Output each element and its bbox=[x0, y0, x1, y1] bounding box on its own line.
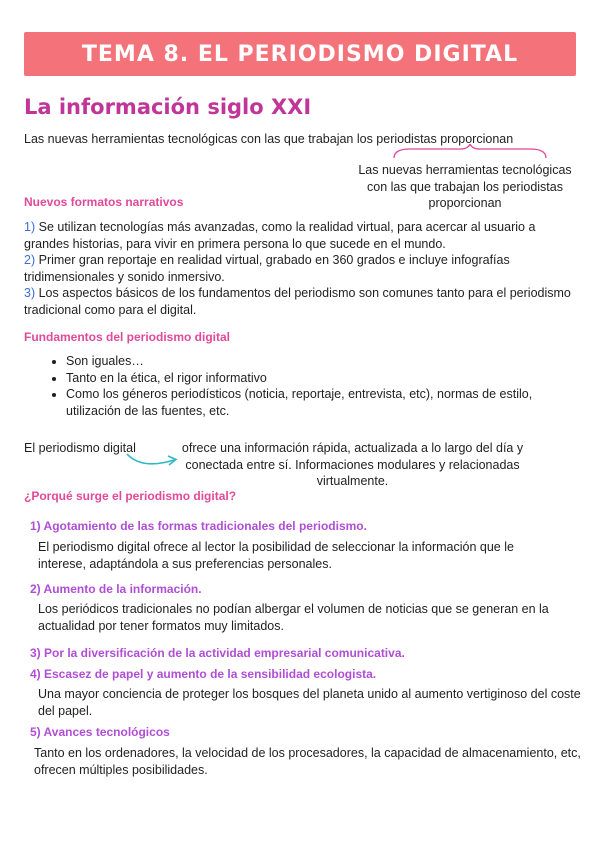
item-number: 3) bbox=[24, 286, 36, 300]
reason-line: actualidad por tener formatos muy limitados. bbox=[38, 618, 284, 633]
item-text: Como los géneros periodísticos (noticia, reportaje, entrevista, etc), normas de estilo, bbox=[66, 387, 533, 401]
reason-text bbox=[38, 601, 583, 634]
bracket-note-line: Las nuevas herramientas tecnológicas bbox=[358, 163, 572, 177]
section-heading: La información siglo XXI bbox=[24, 95, 312, 119]
item-text: Se utilizan tecnologías más avanzadas, como la realidad virtual, para acercar al usuario a bbox=[38, 220, 536, 234]
porque-heading: ¿Porqué surge el periodismo digital? bbox=[24, 489, 237, 503]
bracket-note bbox=[345, 162, 585, 212]
reason-title: 1) Agotamiento de las formas tradicionales del periodismo. bbox=[30, 519, 367, 533]
title-banner bbox=[24, 32, 576, 76]
list-item bbox=[24, 252, 584, 269]
item-text: Tanto en la ética, el rigor informativo bbox=[66, 370, 267, 385]
list-item bbox=[66, 353, 578, 370]
digital-line: virtualmente. bbox=[316, 474, 389, 488]
brace-mark bbox=[390, 144, 550, 160]
reason-title: 3) Por la diversificación de la actividad empresarial comunicativa. bbox=[30, 646, 405, 660]
digital-line: ofrece una información rápida, actualizada a lo largo del día y bbox=[181, 441, 524, 455]
digital-description bbox=[170, 440, 535, 490]
item-text: tridimensionales y sonido inmersivo. bbox=[24, 269, 225, 284]
bracket-note-line: proporcionan bbox=[428, 196, 502, 210]
list-item bbox=[24, 285, 584, 302]
fundamentos-list bbox=[48, 353, 578, 419]
item-text: tradicional como para el digital. bbox=[24, 302, 197, 317]
reason-line: Una mayor conciencia de proteger los bosques del planeta unido al aumento vertiginoso del coste bbox=[38, 687, 581, 701]
reason-line: del papel. bbox=[38, 703, 93, 718]
reason-text bbox=[34, 745, 589, 778]
list-item bbox=[66, 386, 578, 419]
item-number: 1) bbox=[24, 220, 36, 234]
reason-text bbox=[38, 539, 583, 572]
reason-line: Los periódicos tradicionales no podían albergar el volumen de noticias que se generan en la bbox=[38, 602, 549, 616]
item-text: Son iguales… bbox=[66, 354, 144, 368]
bracket-note-line: con las que trabajan los periodistas bbox=[367, 179, 563, 194]
reason-title: 5) Avances tecnológicos bbox=[30, 725, 170, 739]
reason-line: ofrecen múltiples posibilidades. bbox=[34, 762, 208, 777]
reason-title: 4) Escasez de papel y aumento de la sensibilidad ecologista. bbox=[30, 667, 377, 681]
reason-text bbox=[38, 686, 588, 719]
list-item bbox=[66, 370, 578, 387]
item-text: Primer gran reportaje en realidad virtual, grabado en 360 grados e incluye infografías bbox=[38, 253, 510, 267]
reason-title: 2) Aumento de la información. bbox=[30, 582, 202, 596]
item-number: 2) bbox=[24, 253, 36, 267]
fundamentos-heading: Fundamentos del periodismo digital bbox=[24, 330, 231, 344]
intro-text: Las nuevas herramientas tecnológicas con las que trabajan los periodistas proporcionan bbox=[24, 132, 514, 146]
reason-line: El periodismo digital ofrece al lector la posibilidad de seleccionar la información que le bbox=[38, 540, 514, 554]
item-text: grandes historias, para vivir en primera persona lo que sucede en el mundo. bbox=[24, 236, 446, 251]
digital-line: conectada entre sí. Informaciones modulares y relacionadas bbox=[185, 457, 520, 472]
nuevos-list bbox=[24, 219, 584, 318]
list-item bbox=[24, 219, 584, 236]
reason-line: Tanto en los ordenadores, la velocidad de los procesadores, la capacidad de almacenamiento, etc, bbox=[34, 746, 581, 760]
digital-label: El periodismo digital bbox=[24, 441, 136, 455]
nuevos-heading: Nuevos formatos narrativos bbox=[24, 195, 184, 209]
page-title: TEMA 8. EL PERIODISMO DIGITAL bbox=[81, 41, 519, 67]
reason-line: interese, adaptándola a sus preferencias personales. bbox=[38, 556, 332, 571]
item-text: utilización de las fuentes, etc. bbox=[66, 403, 230, 418]
item-text: Los aspectos básicos de los fundamentos del periodismo son comunes tanto para el periodismo bbox=[38, 286, 571, 300]
